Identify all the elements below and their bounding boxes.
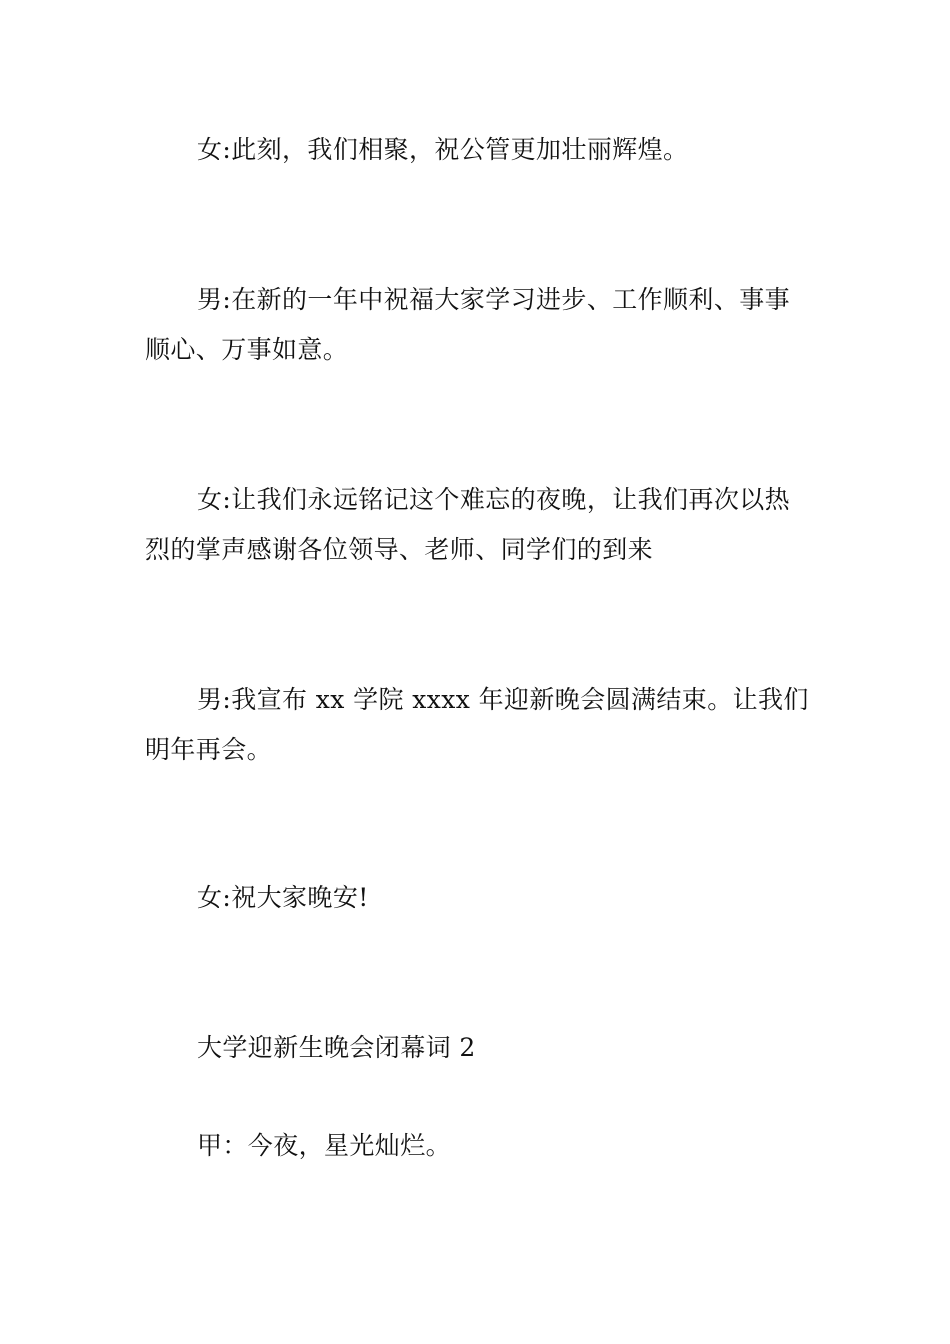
paragraph-female-thanks: 女:让我们永远铭记这个难忘的夜晚，让我们再次以热烈的掌声感谢各位领导、老师、同学们的到来 [145, 485, 791, 564]
paragraph-female-closing: 女:此刻，我们相聚，祝公管更加壮丽辉煌。 [197, 135, 689, 164]
paragraph-female-goodnight: 女:祝大家晚安! [197, 883, 369, 912]
section-heading: 大学迎新生晚会闭幕词 2 [197, 1033, 476, 1062]
paragraph-male-announcement: 男:我宣布 xx 学院 xxxx 年迎新晚会圆满结束。让我们明年再会。 [145, 685, 809, 764]
paragraph-speaker-a: 甲：今夜，星光灿烂。 [197, 1131, 452, 1160]
paragraph-male-new-year-wish: 男:在新的一年中祝福大家学习进步、工作顺利、事事顺心、万事如意。 [145, 285, 791, 364]
